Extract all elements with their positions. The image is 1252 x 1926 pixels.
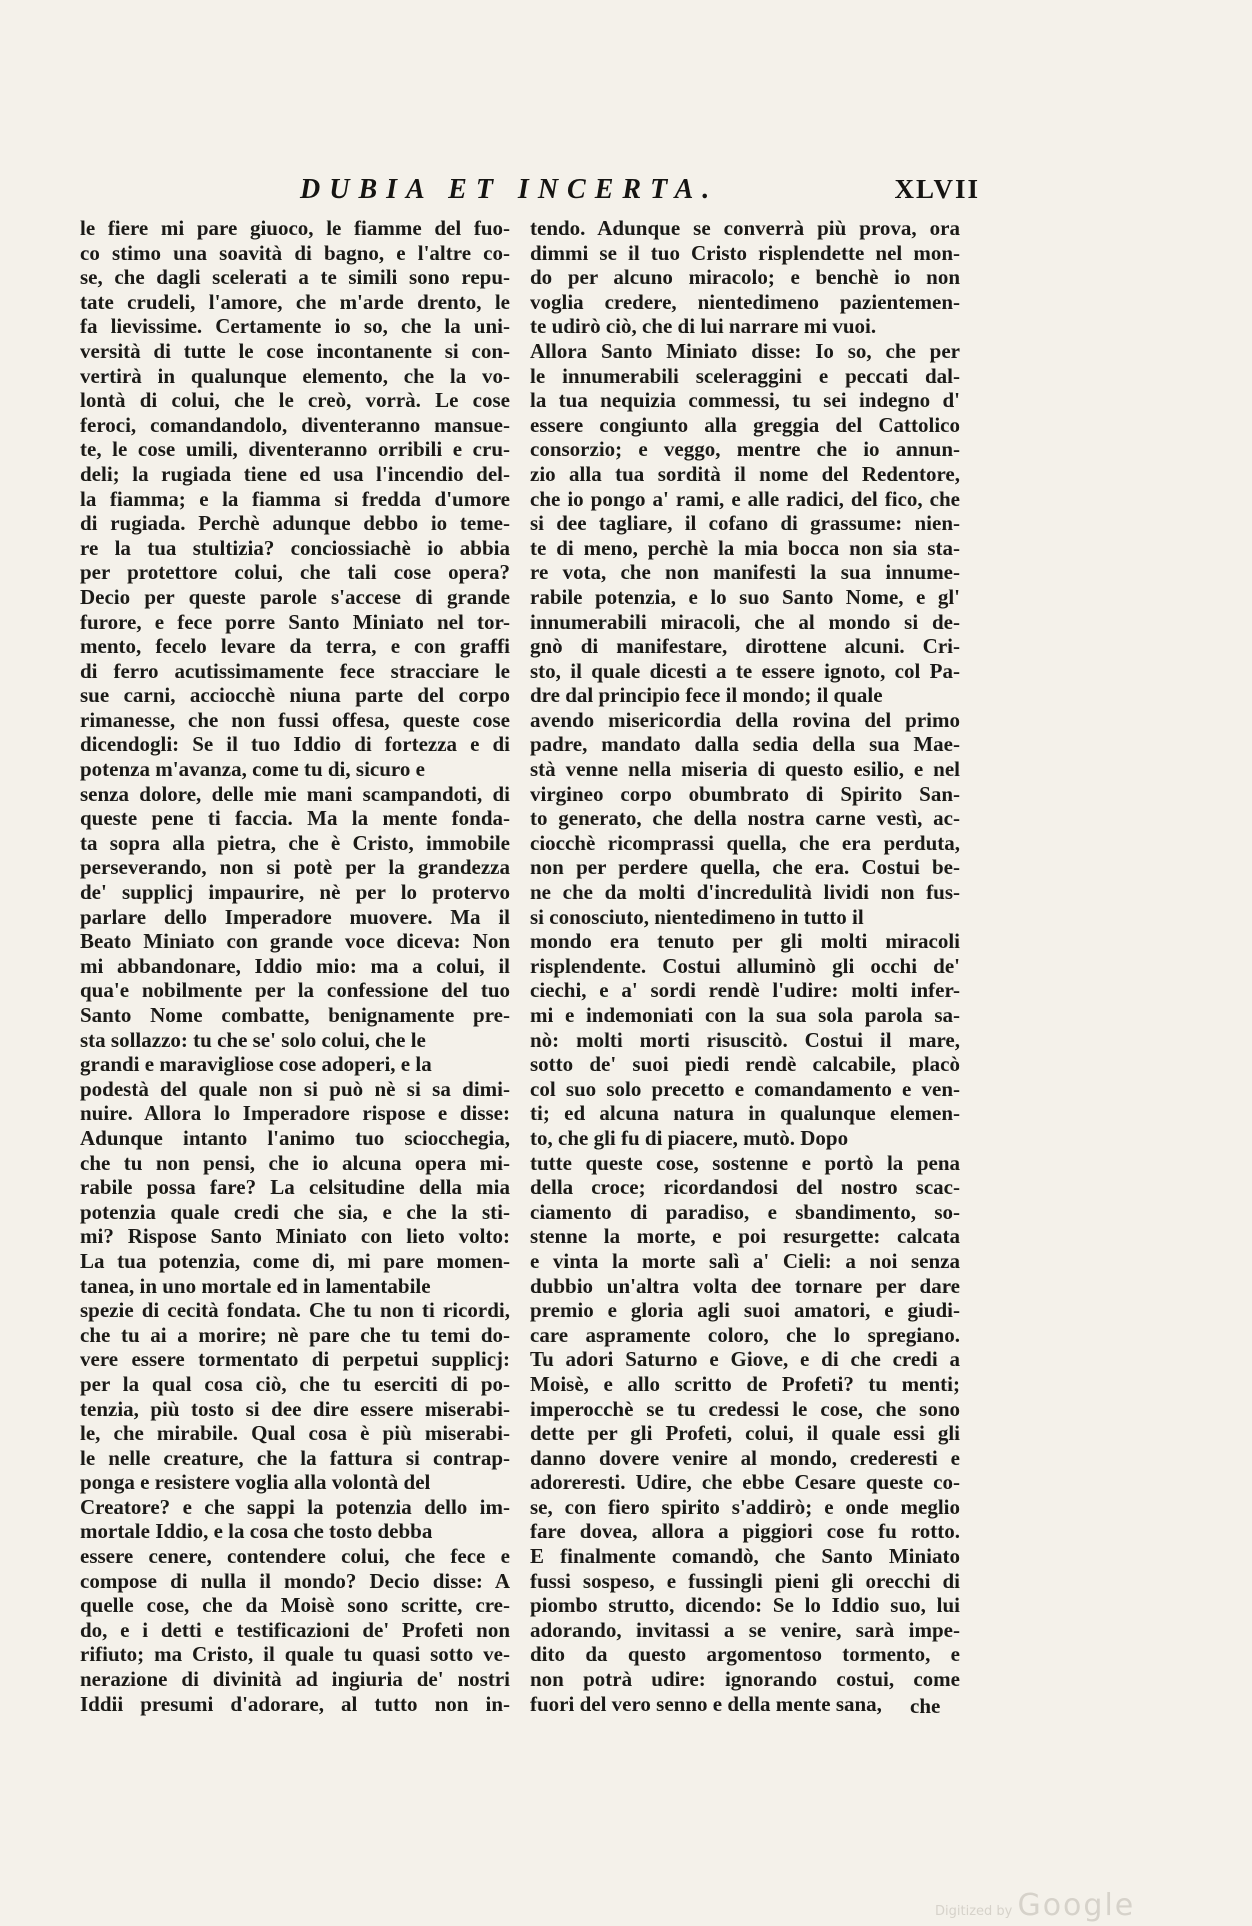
text-line: di ferro acutissimamente fece stracciare le bbox=[80, 658, 510, 683]
text-line: gnò di manifestare, dirottene alcuni. Cri- bbox=[530, 634, 960, 659]
text-line: Beato Miniato con grande voce diceva: Non bbox=[80, 929, 510, 954]
text-line: mortale Iddio, e la cosa che tosto debba bbox=[80, 1519, 433, 1544]
text-line: ciamento di paradiso, e sbandimento, so- bbox=[530, 1199, 960, 1224]
text-line: che io pongo a' rami, e alle radici, del fico, che bbox=[530, 486, 960, 511]
text-line: virgineo corpo obumbrato di Spirito San- bbox=[530, 781, 960, 806]
text-line: avendo misericordia della rovina del primo bbox=[530, 707, 960, 732]
text-line: dubbio un'altra volta dee tornare per dare bbox=[530, 1273, 960, 1298]
text-line: le fiere mi pare giuoco, le fiamme del fuo- bbox=[80, 216, 510, 240]
text-line: vere essere tormentato di perpetui supplicj: bbox=[80, 1347, 510, 1372]
text-line: qua'e nobilmente per la confessione del tuo bbox=[80, 978, 510, 1003]
text-line: re vota, che non manifesti la sua innume- bbox=[530, 560, 960, 585]
text-line: dimmi se il tuo Cristo risplendette nel mon- bbox=[530, 240, 960, 265]
text-line: to generato, che della nostra carne vestì, ac- bbox=[530, 806, 960, 831]
text-line: dette per gli Profeti, colui, il quale essi gli bbox=[530, 1421, 960, 1446]
text-line: per la qual cosa ciò, che tu eserciti di po- bbox=[80, 1371, 510, 1396]
text-line: tenzia, più tosto si dee dire essere miserabi- bbox=[80, 1396, 510, 1421]
text-line: Moisè, e allo scritto de Profeti? tu menti; bbox=[530, 1371, 960, 1396]
text-line: si dee tagliare, il cofano di grassume: nien- bbox=[530, 511, 960, 536]
text-line: quelle cose, che da Moisè sono scritte, cre- bbox=[80, 1593, 510, 1618]
text-line: podestà del quale non si può nè si sa dimi- bbox=[80, 1076, 510, 1101]
text-line: col suo solo precetto e comandamento e ven- bbox=[530, 1076, 960, 1101]
text-line: rabile potenzia, e lo suo Santo Nome, e gl' bbox=[530, 584, 960, 609]
text-line: potenza m'avanza, come tu di, sicuro e bbox=[80, 757, 425, 782]
text-line: tutte queste cose, sostenne e portò la pena bbox=[530, 1150, 960, 1175]
text-line: sue carni, acciocchè niuna parte del corpo bbox=[80, 683, 510, 708]
text-line: de' supplicj impaurire, nè per lo protervo bbox=[80, 880, 510, 905]
text-line: senza dolore, delle mie mani scampandoti, di bbox=[80, 781, 510, 806]
text-line: non potrà udire: ignorando costui, come bbox=[530, 1667, 960, 1692]
text-line: fuori del vero senno e della mente sana, bbox=[530, 1691, 882, 1716]
text-line: adorando, invitassi a se venire, sarà impe- bbox=[530, 1617, 960, 1642]
text-line: Creatore? e che sappi la potenzia dello im- bbox=[80, 1494, 510, 1519]
text-line: premio e gloria agli suoi amatori, e giudi- bbox=[530, 1298, 960, 1323]
left-text-column bbox=[80, 216, 510, 1716]
text-line: fare dovea, allora a piggiori cose fu rotto. bbox=[530, 1519, 960, 1544]
text-line: che tu non pensi, che io alcuna opera mi- bbox=[80, 1150, 510, 1175]
text-line: Allora Santo Miniato disse: Io so, che per bbox=[530, 338, 960, 363]
text-line: La tua potenzia, come di, mi pare momen- bbox=[80, 1248, 510, 1273]
text-line: e vinta la morte salì a' Cieli: a noi senza bbox=[530, 1248, 960, 1273]
text-line: se, che dagli scelerati a te simili sono repu- bbox=[80, 265, 510, 290]
text-line: stà venne nella miseria di questo esilio, e nel bbox=[530, 757, 960, 782]
text-line: stenne la morte, e poi resurgette: calcata bbox=[530, 1224, 960, 1249]
text-line: essere cenere, contendere colui, che fece e bbox=[80, 1544, 510, 1569]
text-line: perseverando, non si potè per la grandezza bbox=[80, 855, 510, 880]
text-line: sta sollazzo: tu che se' solo colui, che le bbox=[80, 1027, 426, 1052]
text-line: Tu adori Saturno e Giove, e di che credi a bbox=[530, 1347, 960, 1372]
text-line: ciocchè ricomprassi quella, che era perduta, bbox=[530, 830, 960, 855]
text-line: rabile possa fare? La celsitudine della mia bbox=[80, 1175, 510, 1200]
text-line: ta sopra alla pietra, che è Cristo, immobile bbox=[80, 830, 510, 855]
text-line: do per alcuno miracolo; e benchè io non bbox=[530, 265, 960, 290]
text-line: co stimo una soavità di bagno, e l'altre co- bbox=[80, 240, 510, 265]
text-line: nò: molti morti risuscitò. Costui il mare, bbox=[530, 1027, 960, 1052]
catchword: che bbox=[910, 1694, 941, 1718]
running-title: DUBIA ET INCERTA. bbox=[300, 174, 719, 205]
text-line: la fiamma; e la fiamma si fredda d'umore bbox=[80, 486, 510, 511]
text-line: deli; la rugiada tiene ed usa l'incendio del- bbox=[80, 461, 510, 486]
text-line: padre, mandato dalla sedia della sua Mae- bbox=[530, 732, 960, 757]
text-line: dre dal principio fece il mondo; il quale bbox=[530, 683, 883, 708]
text-line: mi abbandonare, Iddio mio: ma a colui, il bbox=[80, 953, 510, 978]
text-line: E finalmente comandò, che Santo Miniato bbox=[530, 1544, 960, 1569]
text-line: ponga e resistere voglia alla volontà del bbox=[80, 1470, 431, 1495]
text-line: danno dovere venire al mondo, crederesti e bbox=[530, 1445, 960, 1470]
text-line: compose di nulla il mondo? Decio disse: A bbox=[80, 1568, 510, 1593]
text-line: nerazione di divinità ad ingiuria de' nostri bbox=[80, 1667, 510, 1692]
text-line: tate crudeli, l'amore, che m'arde drento, le bbox=[80, 289, 510, 314]
text-line: potenzia quale credi che sia, e che la sti- bbox=[80, 1199, 510, 1224]
text-line: la tua nequizia commessi, tu sei indegno d' bbox=[530, 388, 960, 413]
text-line: le, che mirabile. Qual cosa è più miserabi- bbox=[80, 1421, 510, 1446]
text-line: per protettore colui, che tali cose opera? bbox=[80, 560, 510, 585]
text-line: Decio per queste parole s'accese di grande bbox=[80, 584, 510, 609]
text-line: ti; ed alcuna natura in qualunque elemen- bbox=[530, 1101, 960, 1126]
right-text-column bbox=[530, 216, 960, 1716]
text-line: re la tua stultizia? conciossiachè io abbia bbox=[80, 535, 510, 560]
text-line: queste pene ti faccia. Ma la mente fonda- bbox=[80, 806, 510, 831]
text-line: feroci, comandandolo, diventeranno mansue- bbox=[80, 412, 510, 437]
text-line: grandi e maravigliose cose adoperi, e la bbox=[80, 1052, 432, 1077]
folio-number: XLVII bbox=[894, 174, 980, 204]
text-line: essere congiunto alla greggia del Cattolico bbox=[530, 412, 960, 437]
text-line: sotto de' suoi piedi rendè calcabile, placò bbox=[530, 1052, 960, 1077]
text-line: le nelle creature, che la fattura si contrap- bbox=[80, 1445, 510, 1470]
text-line: della croce; ricordandosi del nostro scac- bbox=[530, 1175, 960, 1200]
text-line: che tu ai a morire; nè pare che tu temi do- bbox=[80, 1322, 510, 1347]
text-line: dito da questo argomentoso tormento, e bbox=[530, 1642, 960, 1667]
text-line: rifiuto; ma Cristo, il quale tu quasi sotto ve- bbox=[80, 1642, 510, 1667]
text-line: fa lievissime. Certamente io so, che la uni- bbox=[80, 314, 510, 339]
digitized-watermark bbox=[935, 1888, 1135, 1923]
text-line: risplendente. Costui alluminò gli occhi de' bbox=[530, 953, 960, 978]
text-line: vertirà in qualunque elemento, che la vo- bbox=[80, 363, 510, 388]
text-line: fussi sospeso, e fussingli pieni gli orecchi di bbox=[530, 1568, 960, 1593]
text-line: te di meno, perchè la mia bocca non sia sta- bbox=[530, 535, 960, 560]
text-line: si conosciuto, nientedimeno in tutto il bbox=[530, 904, 864, 929]
page-header bbox=[300, 174, 980, 214]
text-line: se, con fiero spirito s'addirò; e onde meglio bbox=[530, 1494, 960, 1519]
text-line: consorzio; e veggo, mentre che io annun- bbox=[530, 437, 960, 462]
text-line: versità di tutte le cose incontanente si con- bbox=[80, 338, 510, 363]
text-line: Santo Nome combatte, benignamente pre- bbox=[80, 1003, 510, 1027]
watermark-brand: Google bbox=[1017, 1888, 1136, 1923]
text-line: ciechi, e a' sordi rendè l'udire: molti infer- bbox=[530, 978, 960, 1003]
text-line: parlare dello Imperadore muovere. Ma il bbox=[80, 904, 510, 929]
text-line: nuire. Allora lo Imperadore rispose e disse: bbox=[80, 1101, 510, 1126]
text-line: te, le cose umili, diventeranno orribili e cru- bbox=[80, 437, 510, 462]
text-line: voglia credere, nientedimeno pazientemen- bbox=[530, 289, 960, 314]
text-line: imperocchè se tu credessi le cose, che sono bbox=[530, 1396, 960, 1421]
text-line: care aspramente coloro, che lo spregiano. bbox=[530, 1322, 960, 1347]
text-line: le innumerabili sceleraggini e peccati dal- bbox=[530, 363, 960, 388]
text-line: te udirò ciò, che di lui narrare mi vuoi. bbox=[530, 314, 877, 339]
text-line: do, e i detti e testificazioni de' Profeti non bbox=[80, 1617, 510, 1642]
text-line: innumerabili miracoli, che al mondo si de- bbox=[530, 609, 960, 634]
watermark-prefix: Digitized by bbox=[935, 1904, 1013, 1919]
text-line: mondo era tenuto per gli molti miracoli bbox=[530, 929, 960, 954]
text-line: Iddii presumi d'adorare, al tutto non in- bbox=[80, 1691, 510, 1716]
text-line: furore, e fece porre Santo Miniato nel tor- bbox=[80, 609, 510, 634]
text-line: piombo strutto, dicendo: Se lo Iddio suo, lui bbox=[530, 1593, 960, 1618]
text-line: mi? Rispose Santo Miniato con lieto volto: bbox=[80, 1224, 510, 1249]
text-line: adoreresti. Udire, che ebbe Cesare queste co- bbox=[530, 1470, 960, 1495]
text-line: tanea, in uno mortale ed in lamentabile bbox=[80, 1273, 431, 1298]
text-line: tendo. Adunque se converrà più prova, ora bbox=[530, 216, 960, 240]
text-line: Adunque intanto l'animo tuo sciocchegia, bbox=[80, 1125, 510, 1150]
text-line: lontà di colui, che le creò, vorrà. Le cose bbox=[80, 388, 510, 413]
text-line: ne che da molti d'incredulità lividi non fus- bbox=[530, 880, 960, 905]
text-line: di rugiada. Perchè adunque debbo io teme- bbox=[80, 511, 510, 536]
text-line: sto, il quale dicesti a te essere ignoto, col Pa- bbox=[530, 658, 960, 683]
text-line: mento, fecelo levare da terra, e con graffi bbox=[80, 634, 510, 659]
text-line: to, che gli fu di piacere, mutò. Dopo bbox=[530, 1125, 849, 1150]
text-line: zio alla tua sordità il nome del Redentore, bbox=[530, 461, 960, 486]
text-line: non per perdere quella, che era. Costui be- bbox=[530, 855, 960, 880]
text-line: rimanesse, che non fussi offesa, queste cose bbox=[80, 707, 510, 732]
text-line: dicendogli: Se il tuo Iddio di fortezza e di bbox=[80, 732, 510, 757]
text-line: mi e indemoniati con la sua sola parola sa- bbox=[530, 1003, 960, 1027]
text-line: spezie di cecità fondata. Che tu non ti ricordi, bbox=[80, 1298, 510, 1323]
